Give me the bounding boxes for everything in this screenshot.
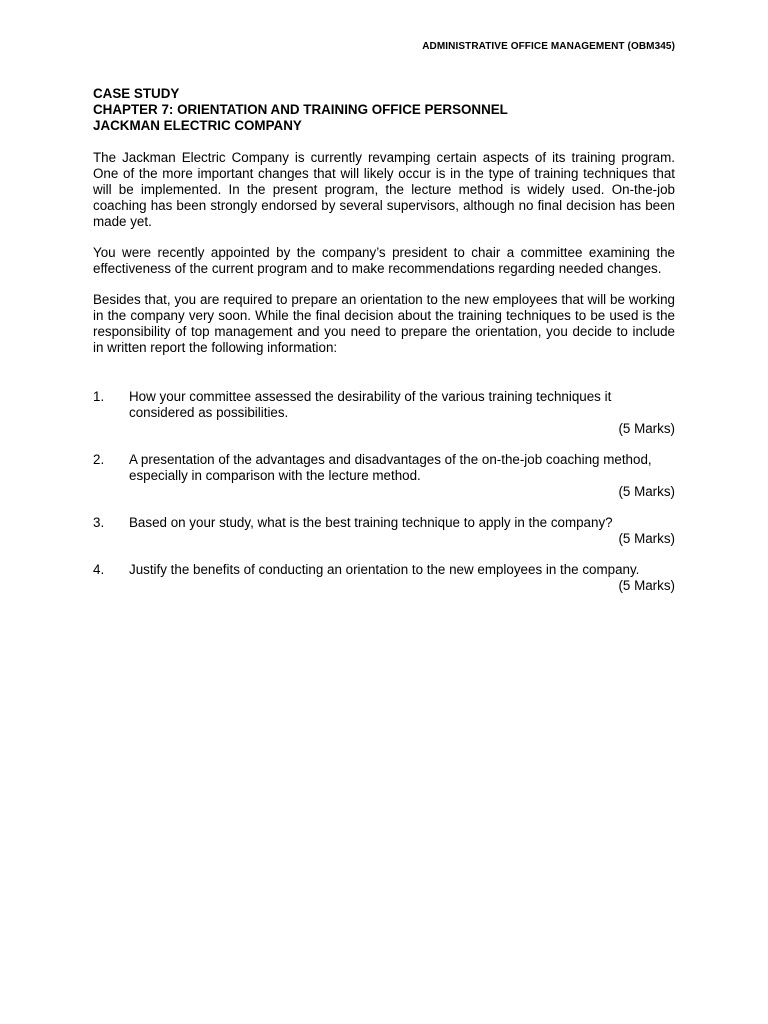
case-study-headings [93,86,675,134]
company-name: JACKMAN ELECTRIC COMPANY [93,118,302,133]
question-text: Based on your study, what is the best training technique to apply in the company? [129,515,613,530]
document-content [93,86,675,609]
running-header: ADMINISTRATIVE OFFICE MANAGEMENT (OBM345) [422,41,675,52]
chapter-title: CHAPTER 7: ORIENTATION AND TRAINING OFFICE PERSONNEL [93,102,508,117]
question-marks: (5 Marks) [618,421,675,436]
question-marks: (5 Marks) [618,578,675,593]
question-marks: (5 Marks) [618,484,675,499]
question-number: 1. [93,389,105,404]
question-item [93,562,675,594]
question-marks: (5 Marks) [618,531,675,546]
intro-paragraph: The Jackman Electric Company is currently revamping certain aspects of its training program. One of the more important changes that will likely occur is in the type of training techniques that will be implemented. In the present program, the lecture method is widely used. On-the-job coaching has been strongly endorsed by several supervisors, although no final decision has been made yet. [93,150,675,229]
question-item [93,515,675,547]
question-item [93,452,675,500]
question-text: Justify the benefits of conducting an orientation to the new employees in the company. [129,562,640,577]
orientation-paragraph: Besides that, you are required to prepare an orientation to the new employees that will be working in the company very soon. While the final decision about the training techniques to be used is the responsibility of top management and you need to prepare the orientation, you decide to include in written report the following information: [93,292,675,355]
question-number: 2. [93,452,105,467]
question-list [93,389,675,594]
question-number: 3. [93,515,105,530]
case-study-label: CASE STUDY [93,86,180,101]
question-text: A presentation of the advantages and disadvantages of the on-the-job coaching method, especially in comparison with the lecture method. [129,452,652,483]
question-number: 4. [93,562,105,577]
appointment-paragraph: You were recently appointed by the company’s president to chair a committee examining the effectiveness of the current program and to make recommendations regarding needed changes. [93,245,675,276]
question-item [93,389,675,437]
question-text: How your committee assessed the desirability of the various training techniques it considered as possibilities. [129,389,612,420]
